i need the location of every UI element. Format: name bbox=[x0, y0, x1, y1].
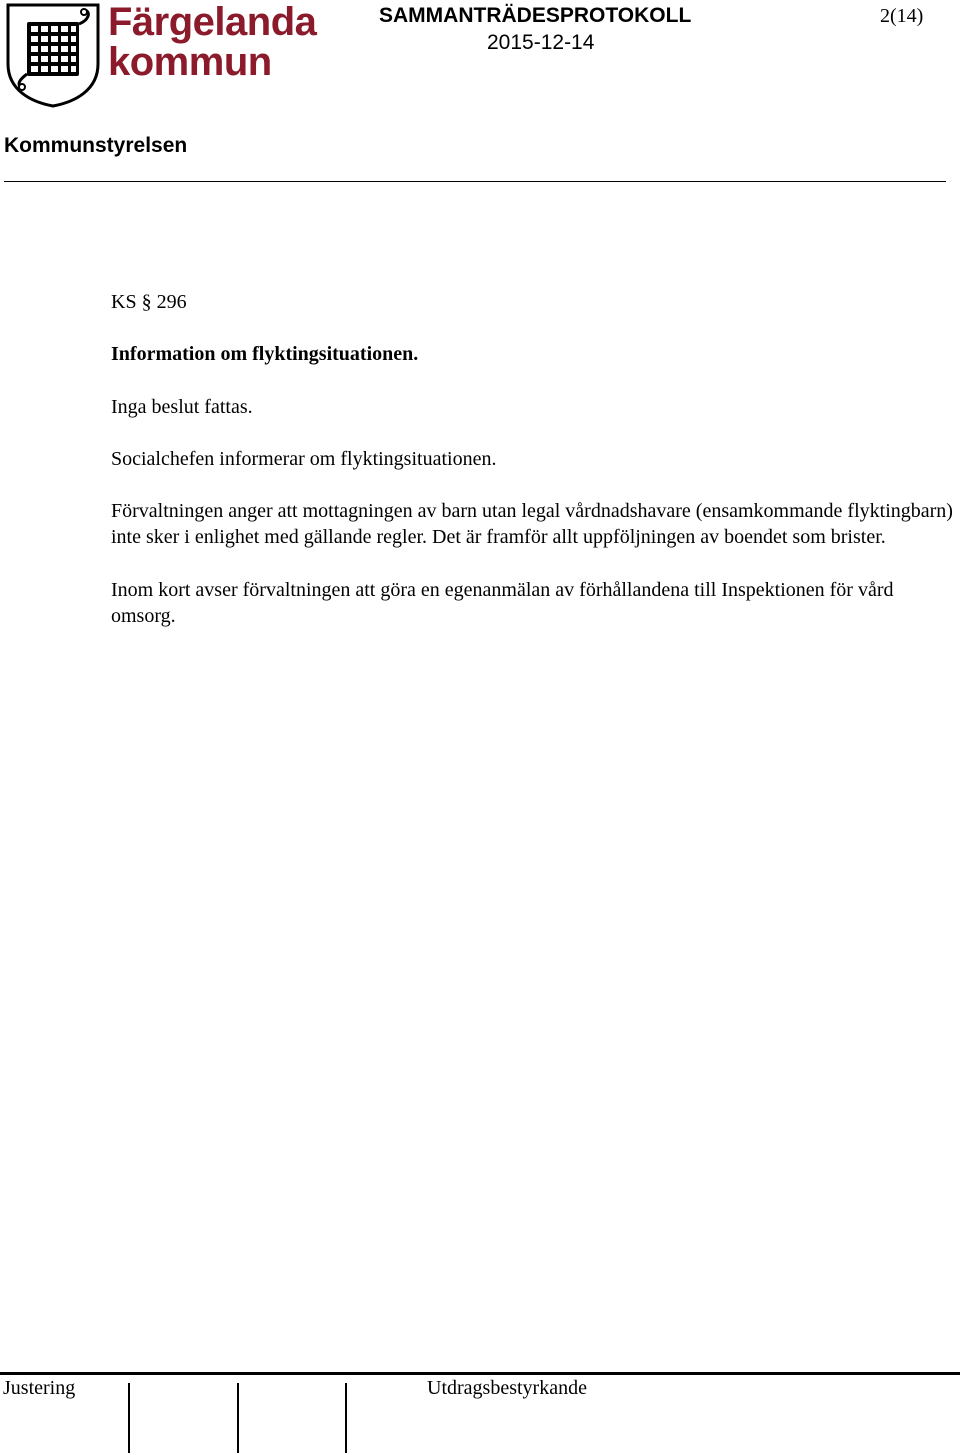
protocol-section bbox=[111, 289, 956, 655]
paragraph-findings: Förvaltningen anger att mottagningen av barn utan legal vårdnadshavare (ensamkommande flyktingbarn) inte sker i enlighet med gällande regler. Det är framför allt uppföljningen av boendet som brister. bbox=[111, 500, 953, 549]
logo-line-2: kommun bbox=[108, 40, 272, 84]
paragraph-decision: Inga beslut fattas. bbox=[111, 395, 253, 418]
section-reference: KS § 296 bbox=[111, 291, 187, 313]
footer-divider bbox=[0, 1372, 960, 1375]
meeting-date: 2015-12-14 bbox=[487, 31, 595, 54]
header-divider bbox=[4, 181, 946, 182]
footer-utdrag-label: Utdragsbestyrkande bbox=[427, 1377, 587, 1399]
coat-of-arms-icon bbox=[5, 2, 101, 108]
organization-name: Kommunstyrelsen bbox=[4, 134, 188, 157]
section-heading: Information om flyktingsituationen. bbox=[111, 343, 419, 366]
page-number: 2(14) bbox=[880, 5, 924, 27]
signature-box-divider-2 bbox=[237, 1383, 239, 1453]
signature-box-divider-3 bbox=[345, 1383, 347, 1453]
municipality-logo bbox=[5, 0, 317, 110]
document-title: SAMMANTRÄDESPROTOKOLL bbox=[379, 4, 692, 27]
footer-justering-label: Justering bbox=[3, 1377, 76, 1399]
paragraph-info: Socialchefen informerar om flyktingsituationen. bbox=[111, 447, 497, 470]
paragraph-action: Inom kort avser förvaltningen att göra en egenanmälan av förhållandena till Inspektionen för vård omsorg. bbox=[111, 578, 894, 628]
logo-line-1: Färgelanda bbox=[108, 0, 317, 44]
signature-box-divider-1 bbox=[128, 1383, 130, 1453]
